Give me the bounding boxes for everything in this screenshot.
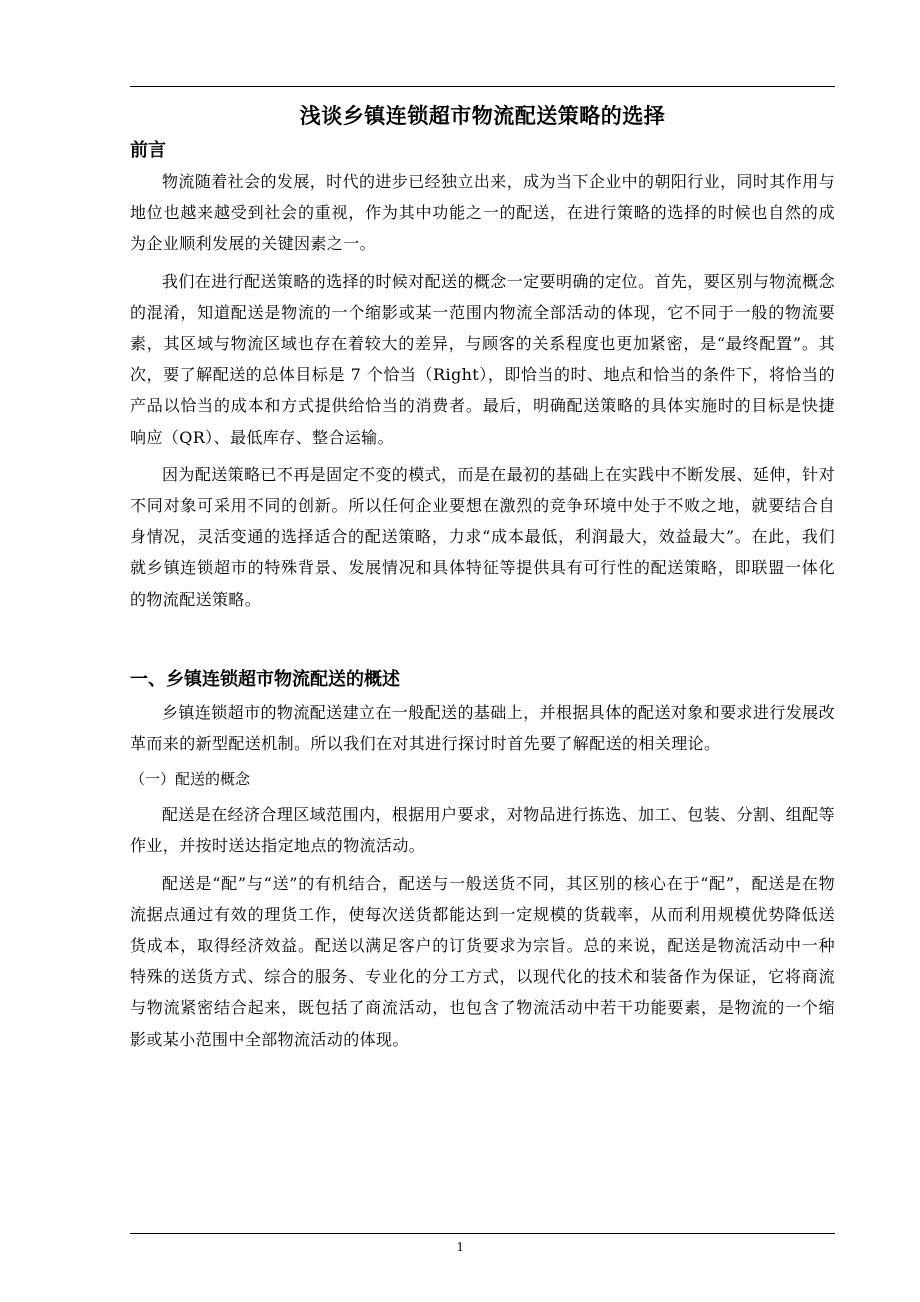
preface-paragraph-1: 物流随着社会的发展，时代的进步已经独立出来，成为当下企业中的朝阳行业，同时其作用与地位也越来越受到社会的重视，作为其中功能之一的配送，在进行策略的选择的时候也自然的成为企业顺利发展的关键因素之一。 [130, 172, 835, 254]
document-title: 浅谈乡镇连锁超市物流配送策略的选择 [299, 104, 666, 128]
page-number: 1 [456, 1240, 464, 1255]
subsection-1-paragraph-1: 配送是在经济合理区域范围内，根据用户要求，对物品进行拣选、加工、包装、分割、组配等作业，并按时送达指定地点的物流活动。 [130, 805, 835, 856]
preface-heading: 前言 [130, 140, 166, 161]
preface-paragraph-3: 因为配送策略已不再是固定不变的模式，而是在最初的基础上在实践中不断发展、延伸，针对不同对象可采用不同的创新。所以任何企业要想在激烈的竞争环境中处于不败之地，就要结合自身情况，灵活变通的选择适合的配送策略，力求“成本最低，利润最大，效益最大”。在此，我们就乡镇连锁超市的特殊背景、发展情况和具体特征等提供具有可行性的配送策略，即联盟一体化的物流配送策略。 [130, 464, 835, 609]
footer-rule [130, 1233, 835, 1234]
header-rule [130, 86, 835, 87]
section-1-heading: 一、乡镇连锁超市物流配送的概述 [130, 668, 400, 690]
subsection-1-paragraph-2: 配送是“配”与“送”的有机结合，配送与一般送货不同，其区别的核心在于“配”，配送是在物流据点通过有效的理货工作，使每次送货都能达到一定规模的货载率，从而利用规模优势降低送货成本，取得经济效益。配送以满足客户的订货要求为宗旨。总的来说，配送是物流活动中一种特殊的送货方式、综合的服务、专业化的分工方式，以现代化的技术和装备作为保证，它将商流与物流紧密结合起来，既包括了商流活动，也包含了物流活动中若干功能要素，是物流的一个缩影或某小范围中全部物流活动的体现。 [130, 873, 835, 1049]
section-1-paragraph: 乡镇连锁超市的物流配送建立在一般配送的基础上，并根据具体的配送对象和要求进行发展改革而来的新型配送机制。所以我们在对其进行探讨时首先要了解配送的相关理论。 [130, 702, 835, 754]
subsection-1-heading: （一）配送的概念 [130, 770, 251, 789]
document-page [130, 92, 835, 1061]
preface-paragraph-2: 我们在进行配送策略的选择的时候对配送的概念一定要明确的定位。首先，要区别与物流概念的混淆，知道配送是物流的一个缩影或某一范围内物流全部活动的体现，它不同于一般的物流要素，其区域与物流区域也存在着较大的差异，与顾客的关系程度也更加紧密，是“最终配置”。其次，要了解配送的总体目标是 7 个恰当（Right），即恰当的时、地点和恰当的条件下，将恰当的产品以恰当的成本和方式提供给恰当的消费者。最后，明确配送策略的具体实施时的目标是快捷响应（QR）、最低库存、整合运输。 [130, 271, 835, 447]
